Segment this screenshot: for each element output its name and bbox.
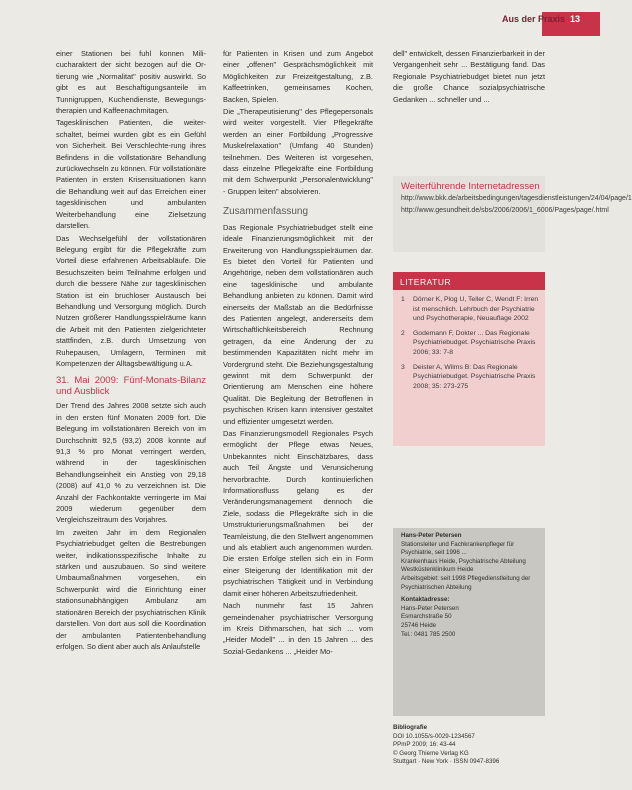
paragraph: Das Wechselgefühl der vollstationären Belegung ergibt für die Pflegekräfte zum Vorteil diese erfahrenen Arbeitsabläufe. Die Besuchszeiten beim Teilnahme erfolgen und durch die bessere Nähe zur tagesklinischen Station ist ein bruchloser Austausch bei Behandlung und Versorgung möglich. Durch Nutzen größerer Handlungsspielräume kann die Arbeit mit den Patienten zielgerichteter stattfinden, z.B. durch Umsetzung von Ruhepausen, Umlagern, Terminen mit Kompetenzen der Alltagsbewältigung u.A. (56, 233, 206, 368)
contact-line: Krankenhaus Heide, Psychiatrische Abteilung (401, 557, 526, 565)
literature-item (393, 329, 545, 358)
contact-line: Hans-Peter Petersen (401, 604, 459, 612)
author-name: Hans-Peter Petersen (401, 532, 462, 539)
literature-header (393, 272, 545, 290)
section-label: Aus der Praxis (502, 14, 566, 24)
literature-text: Dörner K, Plog U, Teller C, Wendt F: Irren ist menschlich. Lehrbuch der Psychiatrie und Psychotherapie, Neuauflage 2002 (413, 296, 539, 323)
literature-number: 3 (401, 363, 405, 371)
contact-line: Arbeitsgebiet: seit 1998 Pflegedienstleitung der Psychiatrischen Abteilung (401, 574, 531, 591)
literature-number: 1 (401, 296, 405, 303)
paragraph: dell" entwickelt, dessen Finanzierbarkeit in der Vergangenheit sehr ... Bestätigung fand. Das Regionale Psychiatriebudget bietet nun jetzt die große Chance sozialpsychiatrische Gedanken ... schneller und ... (393, 49, 545, 104)
section-heading: 31. Mai 2009: Fünf-Monats-Bilanz und Ausblick (56, 375, 206, 398)
contact-line: Westküstenklinikum Heide (401, 566, 474, 574)
internet-links-box (393, 176, 632, 252)
paragraph: Tagesklinischen Patienten, die weiter-schaltet, beimei wurden gibt es ein Gefühl von Sicherheit. Bei Verschlechte-rung ihres Befindens in die vollstationäre Behandlung zurückwechseln zu können. Für vollstationäre Patienten in ersten Krisensituationen kann die Behandlung weit auf das Erreichen einer tagesklinischen und ambulanten Weiterbehandlung eine Zielsetzung darstellen. (56, 118, 206, 231)
bibliography-line: PPmP 2009; 16: 43-44 (393, 741, 456, 749)
author-contact-box (393, 528, 545, 716)
literature-text: Godemann F, Dokter ... Das Regionale Psychiatriebudget. Psychiatrische Praxis 2006; 33: 7-8 (413, 329, 536, 356)
paragraph: Nach nunmehr fast 15 Jahren gemeindenaher psychiatrischer Versorgung im Kreis Dithmarschen, hat sich ... vom „Heider Modell" ... in den 15 Jahren ... des Sozial-Gedankens ... „Heider Mo- (223, 601, 373, 656)
column-2 (223, 48, 373, 658)
bibliography-line: DOI 10.1055/s-0029-1234567 (393, 732, 475, 740)
paragraph: Der Trend des Jahres 2008 setzte sich auch in den ersten fünf Monaten 2009 fort. Die Belegung im vollstationären Bereich von im Durchschnitt 92,5 (93,2) 2008 konnte auf 91,3 % pro Monat verringert werden, während in der tagesklinischen Behandlungseinheit ein Anstieg von 29,18 (2008) auf 41,0 % zu verzeichnen ist. Die Anzahl der Fachkontakte verringerte im Mai 2009 wiederum gegenüber dem Vergleichszeitraum des Vorjahres. (56, 401, 206, 525)
paragraph: einer Stationen bei fuhl konnen Mili-cucharaktert der sicht bezogen auf die Or-tierung wie „Normalitat" positiv auswirkt. So gibt es aut Beschaftigungsanteile im Tunnigruppen, Kuchendienste, Bewegungs-therapien und Kaffeenachmitagen. (56, 49, 206, 116)
contact-line: Stationsleiter und Fachkrankenpfleger für Psychiatrie, seit 1996 ... (401, 540, 515, 557)
link-item[interactable]: http://www.gesundheit.de/sbs/2006/2006/1_6006/Pages/page/.html (401, 207, 609, 214)
bibliography-block (393, 724, 545, 767)
literature-label: LITERATUR (400, 277, 452, 287)
paragraph: Im zweiten Jahr im dem Regionalen Psychiatriebudget gelten die Bestrebungen weiter, indikationsspezifische Inhalte zu stärken und auszubauen. So sind weitere Umbaumaßnahmen vorgesehen, ein Schwerpunkt wird die Einrichtung einer stationsunabhängigen Ambulanz am stationären Bereich der psychiatrischen Klinik darstellen. Von dort aus soll die Koordination der ambulanten Patientenbehandlung erfolgen. So dient aber auch als Anlaufstelle (56, 527, 206, 651)
contact-subhead: Kontaktadresse: (401, 596, 450, 604)
bibliography-line: Stuttgart · New York · ISSN 0947-8396 (393, 758, 500, 766)
contact-line: Tel.: 0481 785 2500 (401, 630, 456, 638)
literature-item (393, 363, 545, 392)
paragraph: Das Finanzierungsmodell Regionales Psych ermöglicht der Pflege etwas Neues, Unbekanntes nicht Einschätzbares, dass auch Teil Ängste und Verunsicherung hervorbrachte. Durch kontinuierlichen Informationsfluss gelang es der Veränderungsmanagement dennoch die Ziele, sodass die Pflegekräfte sich in die Umstrukturierungsmaßnahmen bei der Teamleistung, die den Stellwert angenommen und als etabliert auch angenommen wurden. Die ersten Erfolge stellen sich ein in Form einer Steigerung der Identifikation mit der psychiatrischen Tätigkeit und in Verbindung damit einer höheren Arbeitszufriedenheit. (223, 429, 373, 598)
link-item[interactable]: http://www.bkk.de/arbeitsbedingungen/tagesdienstleistungen/24/04/page/1 (401, 195, 632, 202)
literature-number: 2 (401, 329, 405, 337)
links-title: Weiterführende Internetadressen (401, 181, 540, 192)
paragraph: für Patienten in Krisen und zum Angebot einer „offenen" Gesprächsmöglichkeit mit Möglichkeiten zur Freizeitgestaltung, z.B. Kaffeetrinken, gemeinsames Kochen, Backen, Spielen. (223, 49, 373, 104)
literature-item (393, 295, 545, 324)
paragraph: Das Regionale Psychiatriebudget stellt eine ideale Finanzierungsmöglichkeit mit der Erweiterung von Handlungsspielräumen dar. Es bietet den Vorteil für Patienten und Angehörige, neben dem vollstationären auch eine tagesklinische und ambulante Behandlung anbieten zu können. Damit wird einerseits der Maßstab an die Bedürfnisse des Patienten angelegt, andererseits dem Wirtschaftlichkeitsbereich Rechnung getragen, da eine Änderung der zu bestimmenden Kapazitäten nicht mehr im Vordergrund steht. Die Beziehungsgestaltung gewinnt mit dem Schwerpunkt der Orientierung am Menschen eine höhere Qualität. Die Begleitung der Betroffenen in psychischen Krisen kann intensiver gestaltet und effizienter umgesetzt werden. (223, 222, 373, 426)
bibliography-line: © Georg Thieme Verlag KG (393, 749, 469, 757)
section-heading: Zusammenfassung (223, 206, 309, 218)
contact-line: 25746 Heide (401, 621, 437, 629)
literature-text: Deister A, Wilms B: Das Regionale Psychiatriebudget. Psychiatrische Praxis 2008; 35: 273-275 (413, 363, 536, 390)
column-1 (56, 48, 206, 653)
column-3 (393, 48, 545, 106)
page-number: 13 (570, 14, 581, 24)
bibliography-title: Bibliografie (393, 724, 428, 731)
contact-line: Esmarchstraße 50 (401, 613, 452, 621)
paragraph: Die „Therapeutisierung" des Pflegepersonals wird weiter vorgestellt. Vier Pflegekräfte werden an einer Fortbildung „Progressive Muskelrelaxation" (Umfang 40 Stunden) teilnehmen. Des Weiteren ist vorgesehen, dass einzelne Pflegekräfte eine Fortbildung mit dem Schwerpunkt „Personalentwicklung" - Gruppen leiten" absolvieren. (223, 107, 373, 196)
literature-box (393, 290, 545, 446)
